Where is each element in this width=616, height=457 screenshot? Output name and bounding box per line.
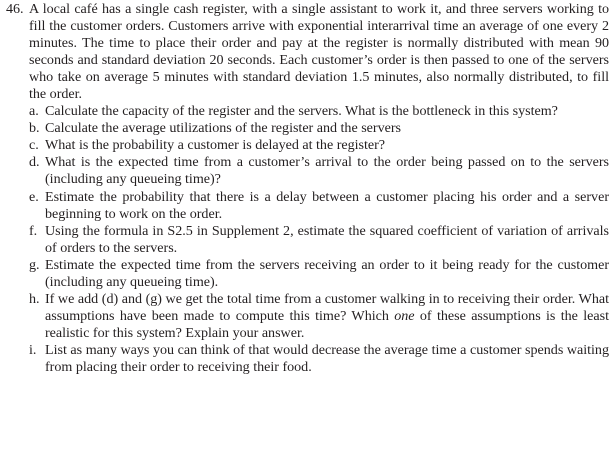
part-text-after: of these assumptions is the least realistic for this system? Explain your answer.	[45, 307, 609, 341]
part-h	[29, 291, 609, 342]
part-letter: h.	[29, 290, 40, 307]
part-d	[29, 154, 609, 188]
part-a	[29, 103, 609, 120]
part-text: Using the formula in S2.5 in Supplement 2, estimate the squared coefficient of variation of arrivals of orders to the servers.	[45, 222, 609, 256]
part-text: Estimate the expected time from the servers receiving an order to it being ready for the customer (including any queueing time).	[45, 256, 609, 290]
part-text: List as many ways you can think of that would decrease the average time a customer spends waiting from placing their order to receiving their food.	[45, 341, 609, 375]
part-text: Calculate the average utilizations of the register and the servers	[45, 120, 401, 137]
problem-46	[6, 1, 609, 376]
problem-stem: A local café has a single cash register, with a single assistant to work it, and three servers working to fill the customer orders. Customers arrive with exponential interarrival time an average of one every 2 minutes. The time to place their order and pay at the register is normally distributed with mean 90 seconds and standard deviation 20 seconds. Each customer’s order is then passed to one of the servers who take on average 5 minutes with standard deviation 1.5 minutes, also normally distributed, to fill the order.	[29, 1, 609, 103]
part-c	[29, 137, 609, 154]
part-f	[29, 223, 609, 257]
part-text: What is the expected time from a customer’s arrival to the order being passed on to the servers (including any queueing time)?	[45, 154, 609, 188]
part-g	[29, 257, 609, 291]
part-text-before: If we add (d) and (g) we get the total time from a customer walking in to receiving their order. What assumptions have been made to compute this time? Which	[45, 290, 609, 324]
part-b	[29, 120, 609, 137]
part-i	[29, 342, 609, 376]
part-letter: i.	[29, 341, 37, 358]
part-letter: d.	[29, 154, 40, 171]
part-text: What is the probability a customer is delayed at the register?	[45, 137, 386, 154]
part-e	[29, 189, 609, 223]
part-text: Estimate the probability that there is a delay between a customer placing his order and a server beginning to work on the order.	[45, 188, 609, 222]
part-text	[45, 291, 609, 341]
part-text: Calculate the capacity of the register and the servers. What is the bottleneck in this system?	[45, 103, 558, 120]
part-letter: e.	[29, 188, 39, 205]
part-letter: a.	[29, 103, 39, 120]
part-letter: c.	[29, 137, 39, 154]
problem-parts-list	[29, 103, 609, 376]
problem-number: 46.	[6, 1, 24, 17]
emphasis-word: one	[394, 307, 415, 324]
part-letter: f.	[29, 222, 38, 239]
part-letter: b.	[29, 120, 40, 137]
part-letter: g.	[29, 256, 40, 273]
